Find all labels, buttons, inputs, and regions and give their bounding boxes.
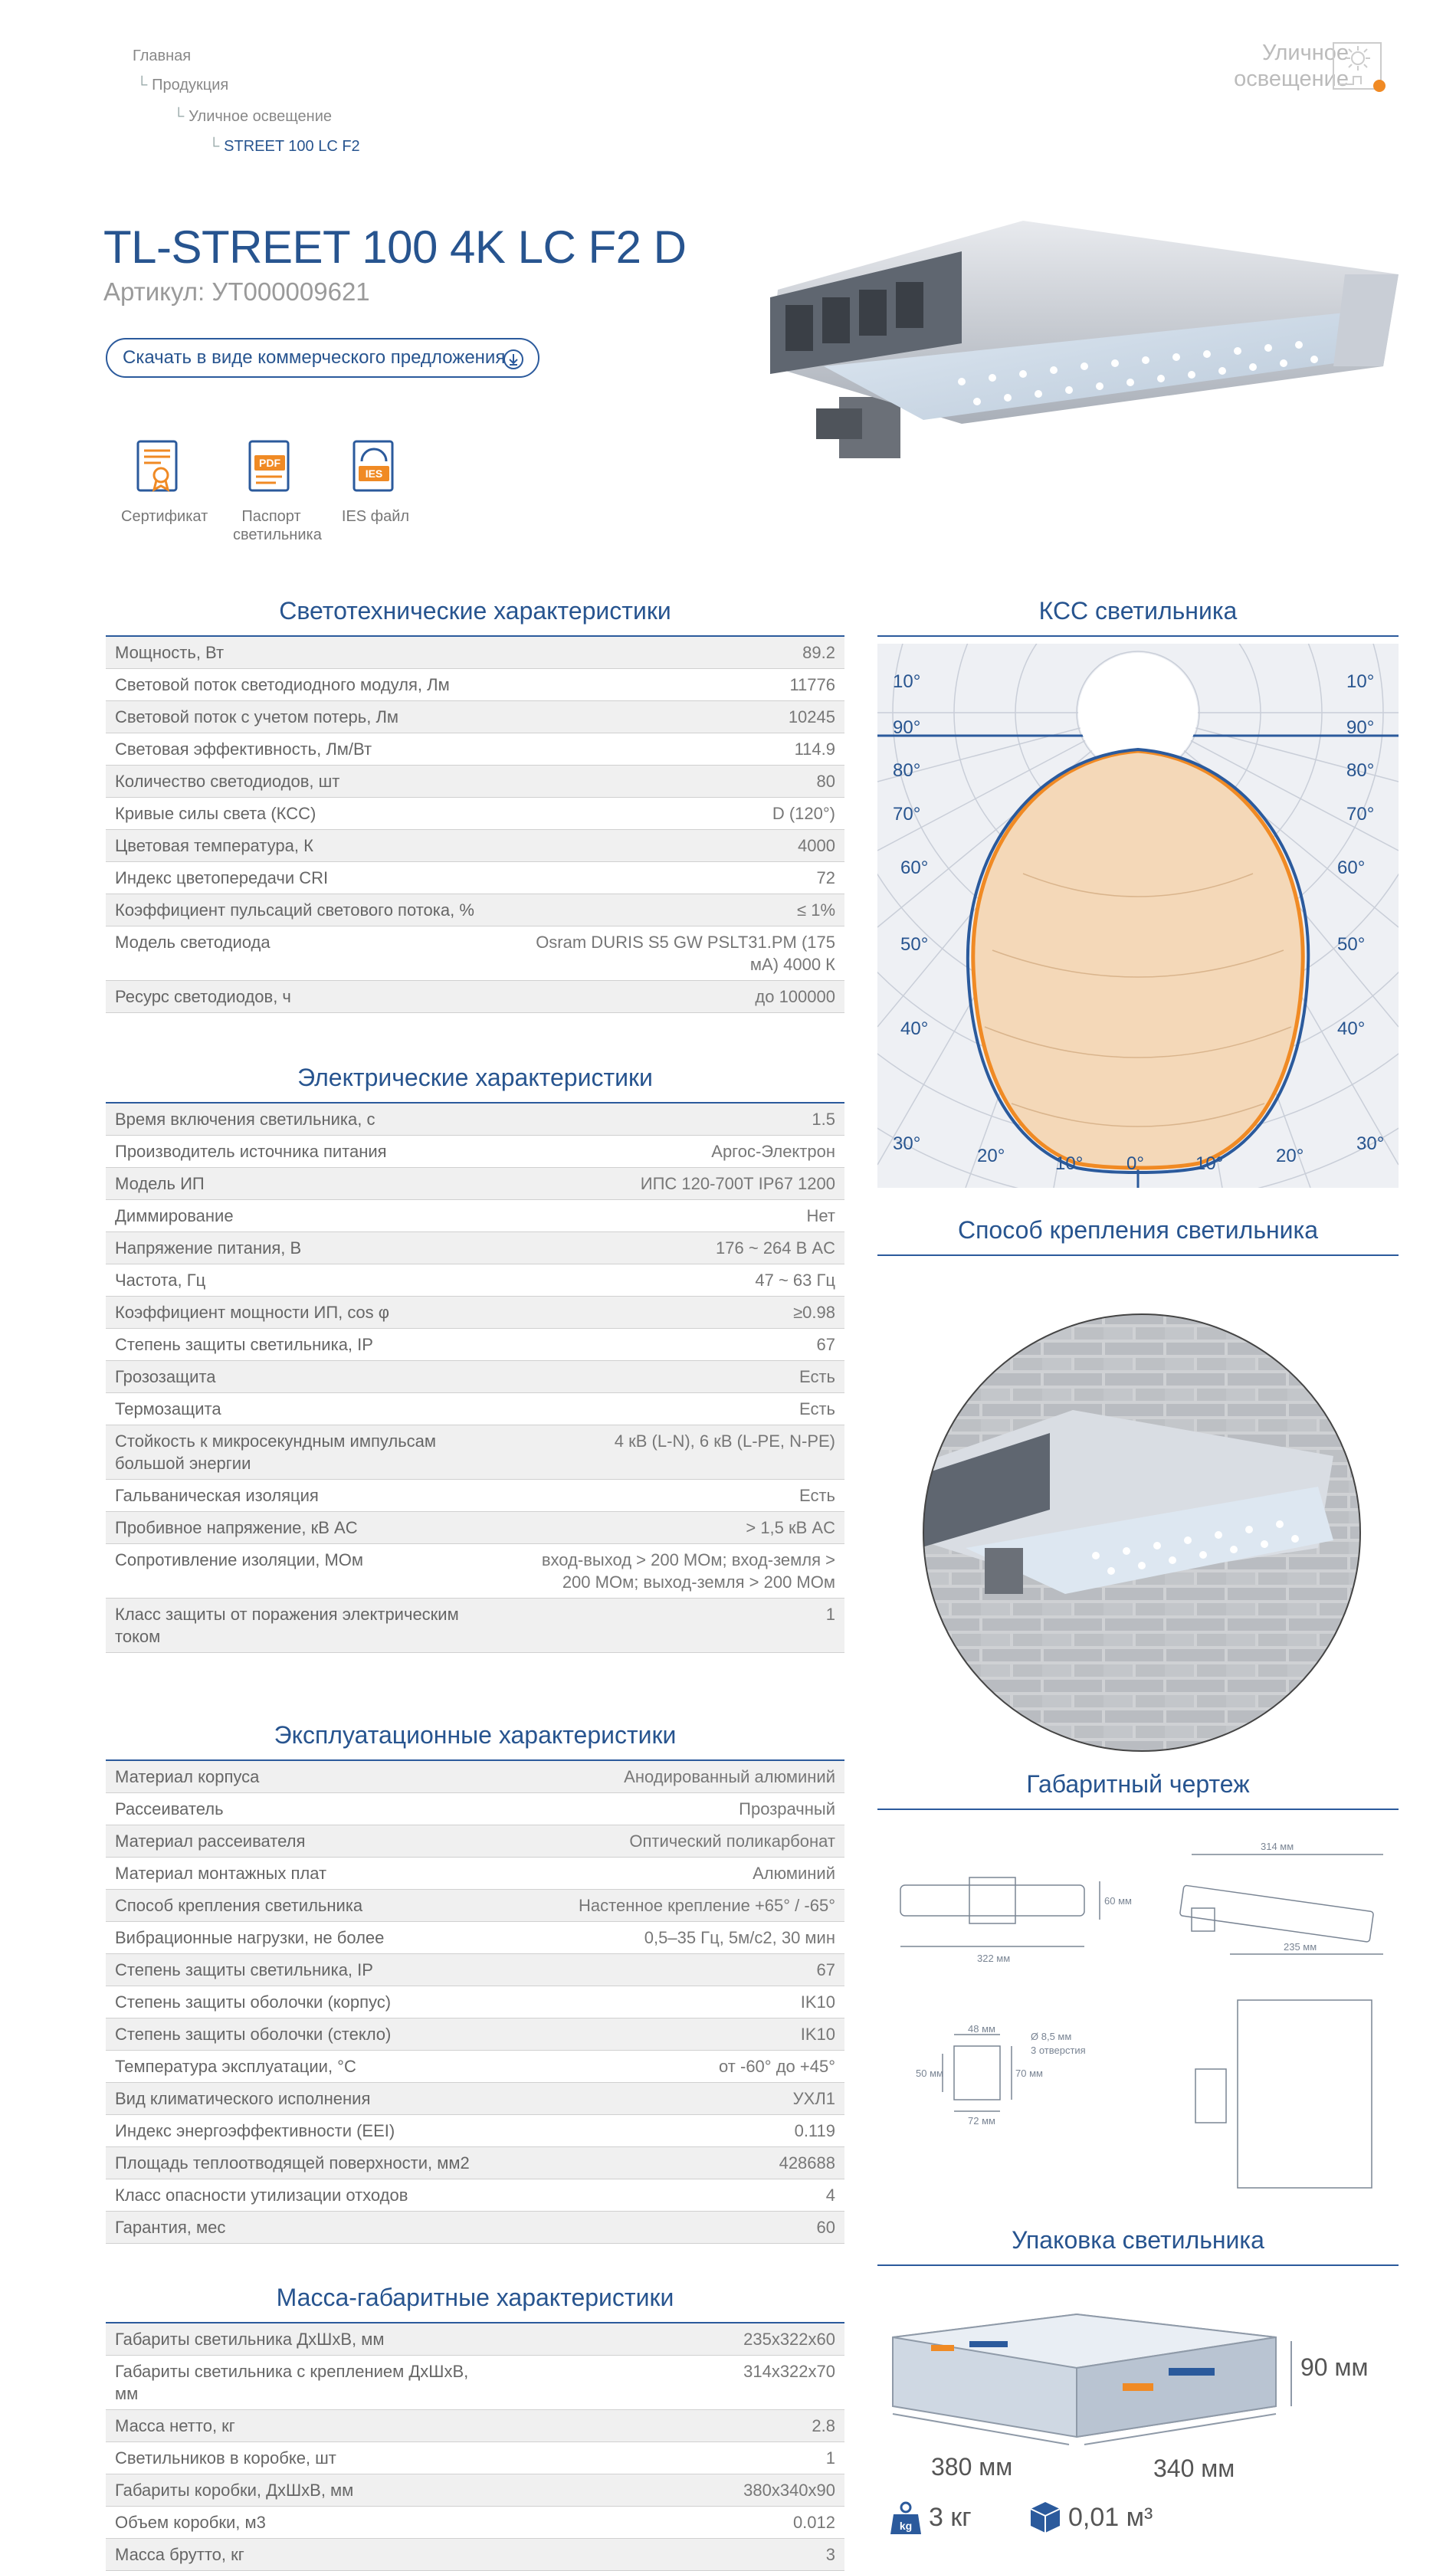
spec-value: 0.012: [505, 2507, 844, 2539]
download-icon: [503, 349, 524, 370]
section-title-mounting: Способ крепления светильника: [957, 1216, 1319, 1244]
spec-value: 67: [505, 1329, 844, 1361]
spec-value: от -60° до +45°: [505, 2051, 844, 2083]
spec-value: 0.119: [505, 2115, 844, 2147]
product-article: Артикул: УТ000009621: [103, 277, 370, 306]
spec-row: [106, 2356, 844, 2410]
spec-value: 4: [505, 2179, 844, 2212]
spec-label: Материал рассеивателя: [106, 1825, 505, 1858]
spec-label: Степень защиты светильника, IP: [106, 1329, 505, 1361]
spec-value: 67: [505, 1954, 844, 1986]
svg-text:30°: 30°: [1356, 1133, 1385, 1154]
spec-row: [106, 1136, 844, 1168]
svg-text:340 мм: 340 мм: [1153, 2455, 1235, 2482]
spec-label: Коэффициент пульсаций светового потока, %: [106, 894, 505, 926]
spec-value: 11776: [505, 669, 844, 701]
spec-row: [106, 830, 844, 862]
spec-value: 10245: [505, 701, 844, 733]
svg-text:50 мм: 50 мм: [916, 2068, 943, 2079]
spec-value: Есть: [505, 1361, 844, 1393]
spec-label: Степень защиты оболочки (стекло): [106, 2018, 505, 2051]
svg-text:48 мм: 48 мм: [968, 2023, 995, 2035]
spec-label: Световой поток с учетом потерь, Лм: [106, 701, 505, 733]
spec-value: Есть: [505, 1393, 844, 1425]
spec-row: [106, 1793, 844, 1825]
spec-row: [106, 1297, 844, 1329]
download-offer-label: Скачать в виде коммерческого предложения: [123, 347, 506, 368]
mounting-photo: [920, 1310, 1364, 1755]
spec-value: 80: [505, 766, 844, 798]
spec-label: Кривые силы света (КСС): [106, 798, 505, 830]
spec-value: Алюминий: [505, 1858, 844, 1890]
svg-text:Ø 8,5 мм: Ø 8,5 мм: [1031, 2031, 1072, 2042]
section-title-mass: Масса-габаритные характеристики: [276, 2284, 674, 2311]
divider: [877, 1254, 1399, 1256]
ksc-polar-diagram: [877, 644, 1399, 1188]
spec-label: Габариты коробки, ДхШхВ, мм: [106, 2474, 505, 2507]
spec-value: 314х322х70: [505, 2356, 844, 2410]
spec-row: [106, 2507, 844, 2539]
spec-row: [106, 1200, 844, 1232]
street-lighting-icon: [1332, 38, 1387, 93]
spec-value: до 100000: [505, 981, 844, 1013]
ies-icon: [351, 438, 400, 497]
svg-text:60 мм: 60 мм: [1104, 1895, 1132, 1907]
spec-value: 0,5–35 Гц, 5м/с2, 30 мин: [505, 1922, 844, 1954]
light-specs-table: [106, 635, 844, 1013]
operation-specs-table: [106, 1759, 844, 2244]
spec-label: Гарантия, мес: [106, 2212, 505, 2244]
dimension-drawing: [877, 1839, 1399, 2199]
spec-label: Площадь теплоотводящей поверхности, мм2: [106, 2147, 505, 2179]
spec-row: [106, 2051, 844, 2083]
spec-row: [106, 1954, 844, 1986]
section-title-operation: Эксплуатационные характеристики: [274, 1721, 677, 1749]
product-photo: [762, 221, 1399, 474]
product-title: TL-STREET 100 4K LC F2 D: [103, 221, 687, 273]
svg-text:235 мм: 235 мм: [1284, 1941, 1317, 1953]
svg-text:380 мм: 380 мм: [931, 2453, 1013, 2481]
spec-row: [106, 2115, 844, 2147]
spec-label: Коэффициент мощности ИП, cos φ: [106, 1297, 505, 1329]
spec-label: Гальваническая изоляция: [106, 1480, 505, 1512]
svg-text:20°: 20°: [977, 1146, 1005, 1166]
spec-value: 428688: [505, 2147, 844, 2179]
spec-row: [106, 701, 844, 733]
svg-text:20°: 20°: [1276, 1146, 1304, 1166]
weight-kg-icon: [889, 2500, 923, 2536]
spec-row: [106, 636, 844, 669]
spec-value: 4 кВ (L-N), 6 кВ (L-PE, N-PE): [505, 1425, 844, 1480]
svg-text:80°: 80°: [1346, 760, 1375, 781]
spec-label: Диммирование: [106, 1200, 505, 1232]
spec-row: [106, 1393, 844, 1425]
spec-label: Светильников в коробке, шт: [106, 2442, 505, 2474]
svg-text:40°: 40°: [900, 1018, 929, 1039]
spec-row: [106, 2083, 844, 2115]
spec-label: Объем коробки, м3: [106, 2507, 505, 2539]
svg-text:80°: 80°: [893, 760, 921, 781]
spec-row: [106, 766, 844, 798]
svg-text:30°: 30°: [893, 1133, 921, 1154]
section-title-package: Упаковка светильника: [1012, 2226, 1264, 2254]
spec-row: [106, 1512, 844, 1544]
spec-label: Класс опасности утилизации отходов: [106, 2179, 505, 2212]
spec-row: [106, 2212, 844, 2244]
spec-label: Количество светодиодов, шт: [106, 766, 505, 798]
package-volume: 0,01 м³: [1068, 2503, 1153, 2532]
svg-text:10°: 10°: [893, 671, 921, 692]
spec-value: Настенное крепление +65° / -65°: [505, 1890, 844, 1922]
spec-value: 47 ~ 63 Гц: [505, 1264, 844, 1297]
spec-value: 114.9: [505, 733, 844, 766]
spec-value: Анодированный алюминий: [505, 1760, 844, 1793]
svg-text:3 отверстия: 3 отверстия: [1031, 2045, 1086, 2056]
spec-label: Габариты светильника с креплением ДхШхВ, мм: [106, 2356, 505, 2410]
spec-label: Температура эксплуатации, °С: [106, 2051, 505, 2083]
spec-row: [106, 1264, 844, 1297]
spec-row: [106, 1890, 844, 1922]
breadcrumb-street-lighting[interactable]: └ Уличное освещение: [173, 108, 332, 125]
spec-value: D (120°): [505, 798, 844, 830]
spec-row: [106, 1361, 844, 1393]
spec-label: Сопротивление изоляции, МОм: [106, 1544, 505, 1599]
svg-text:72 мм: 72 мм: [968, 2115, 995, 2127]
svg-text:70 мм: 70 мм: [1015, 2068, 1043, 2079]
spec-row: [106, 1480, 844, 1512]
spec-label: Мощность, Вт: [106, 636, 505, 669]
svg-text:70°: 70°: [1346, 804, 1375, 825]
spec-row: [106, 1425, 844, 1480]
divider: [877, 1809, 1399, 1810]
svg-text:50°: 50°: [1337, 934, 1366, 955]
spec-value: 380х340х90: [505, 2474, 844, 2507]
section-title-drawing: Габаритный чертеж: [1026, 1770, 1250, 1798]
spec-label: Время включения светильника, с: [106, 1103, 505, 1136]
spec-value: ИПС 120-700Т IP67 1200: [505, 1168, 844, 1200]
spec-label: Масса брутто, кг: [106, 2539, 505, 2571]
svg-text:PDF: PDF: [259, 457, 280, 469]
spec-value: 1: [505, 1599, 844, 1653]
svg-text:90 мм: 90 мм: [1300, 2353, 1369, 2381]
spec-value: ≥0.98: [505, 1297, 844, 1329]
spec-value: 72: [505, 862, 844, 894]
spec-row: [106, 1986, 844, 2018]
package-weight: 3 кг: [929, 2503, 972, 2532]
spec-label: Цветовая температура, К: [106, 830, 505, 862]
electric-specs-table: [106, 1102, 844, 1653]
spec-value: 2.8: [505, 2410, 844, 2442]
passport-link[interactable]: PDF Паспорт светильника: [233, 438, 310, 544]
spec-row: [106, 1858, 844, 1890]
spec-value: 176 ~ 264 В AC: [505, 1232, 844, 1264]
spec-row: [106, 862, 844, 894]
spec-row: [106, 1825, 844, 1858]
spec-row: [106, 2179, 844, 2212]
spec-row: [106, 1168, 844, 1200]
spec-value: Аргос-Электрон: [505, 1136, 844, 1168]
pdf-icon: [247, 438, 296, 497]
spec-value: Osram DURIS S5 GW PSLT31.PM (175 мА) 4000 К: [505, 926, 844, 981]
spec-label: Производитель источника питания: [106, 1136, 505, 1168]
spec-label: Частота, Гц: [106, 1264, 505, 1297]
breadcrumb-home[interactable]: Главная: [133, 48, 192, 64]
spec-row: [106, 1599, 844, 1653]
spec-label: Вибрационные нагрузки, не более: [106, 1922, 505, 1954]
mass-specs-table: [106, 2322, 844, 2571]
spec-row: [106, 669, 844, 701]
svg-text:50°: 50°: [900, 934, 929, 955]
spec-row: [106, 926, 844, 981]
spec-value: Есть: [505, 1480, 844, 1512]
spec-label: Степень защиты оболочки (корпус): [106, 1986, 505, 2018]
spec-value: УХЛ1: [505, 2083, 844, 2115]
breadcrumb-current: └ STREET 100 LC F2: [208, 138, 360, 155]
spec-label: Ресурс светодиодов, ч: [106, 981, 505, 1013]
spec-value: Нет: [505, 1200, 844, 1232]
spec-row: [106, 1922, 844, 1954]
spec-row: [106, 733, 844, 766]
certificate-link[interactable]: Сертификат: [121, 438, 198, 526]
category-label[interactable]: Уличное освещение: [1234, 41, 1349, 91]
spec-value: ≤ 1%: [505, 894, 844, 926]
spec-row: [106, 2018, 844, 2051]
spec-row: [106, 1544, 844, 1599]
svg-text:10°: 10°: [1055, 1153, 1084, 1174]
svg-text:314 мм: 314 мм: [1261, 1841, 1294, 1852]
divider: [877, 2264, 1399, 2266]
download-offer-button[interactable]: [106, 338, 539, 378]
spec-label: Грозозащита: [106, 1361, 505, 1393]
svg-text:90°: 90°: [893, 717, 921, 738]
spec-row: [106, 1329, 844, 1361]
spec-label: Модель светодиода: [106, 926, 505, 981]
divider: [877, 635, 1399, 637]
svg-text:40°: 40°: [1337, 1018, 1366, 1039]
spec-value: 89.2: [505, 636, 844, 669]
spec-label: Вид климатического исполнения: [106, 2083, 505, 2115]
svg-text:10°: 10°: [1195, 1153, 1224, 1174]
spec-row: [106, 2323, 844, 2356]
spec-value: IK10: [505, 2018, 844, 2051]
spec-row: [106, 2442, 844, 2474]
certificate-icon: [135, 438, 184, 497]
svg-text:90°: 90°: [1346, 717, 1375, 738]
spec-row: [106, 2539, 844, 2571]
spec-row: [106, 798, 844, 830]
spec-label: Степень защиты светильника, IP: [106, 1954, 505, 1986]
svg-text:kg: kg: [899, 2520, 913, 2532]
spec-label: Материал монтажных плат: [106, 1858, 505, 1890]
section-title-ksc: КСС светильника: [1038, 597, 1238, 625]
spec-label: Стойкость к микросекундным импульсам большой энергии: [106, 1425, 505, 1480]
spec-label: Пробивное напряжение, кВ AC: [106, 1512, 505, 1544]
svg-text:60°: 60°: [1337, 858, 1366, 878]
spec-label: Термозащита: [106, 1393, 505, 1425]
spec-row: [106, 894, 844, 926]
spec-label: Световой поток светодиодного модуля, Лм: [106, 669, 505, 701]
spec-label: Световая эффективность, Лм/Вт: [106, 733, 505, 766]
section-title-electric: Электрические характеристики: [297, 1064, 653, 1091]
spec-row: [106, 2410, 844, 2442]
spec-label: Масса нетто, кг: [106, 2410, 505, 2442]
spec-label: Класс защиты от поражения электрическим током: [106, 1599, 505, 1653]
breadcrumb-products[interactable]: └ Продукция: [136, 77, 229, 93]
spec-row: [106, 981, 844, 1013]
svg-text:0°: 0°: [1126, 1153, 1144, 1174]
svg-text:10°: 10°: [1346, 671, 1375, 692]
spec-value: Оптический поликарбонат: [505, 1825, 844, 1858]
spec-row: [106, 2147, 844, 2179]
spec-row: [106, 2474, 844, 2507]
spec-label: Способ крепления светильника: [106, 1890, 505, 1922]
spec-value: 60: [505, 2212, 844, 2244]
cube-icon: [1029, 2500, 1061, 2534]
spec-row: [106, 1760, 844, 1793]
spec-value: IK10: [505, 1986, 844, 2018]
section-title-light: Светотехнические характеристики: [279, 597, 671, 625]
spec-value: > 1,5 кВ AC: [505, 1512, 844, 1544]
package-illustration: [877, 2291, 1399, 2491]
spec-label: Напряжение питания, В: [106, 1232, 505, 1264]
spec-label: Индекс цветопередачи CRI: [106, 862, 505, 894]
svg-text:60°: 60°: [900, 858, 929, 878]
spec-value: 3: [505, 2539, 844, 2571]
spec-label: Габариты светильника ДхШхВ, мм: [106, 2323, 505, 2356]
svg-text:322 мм: 322 мм: [977, 1953, 1011, 1964]
ies-file-link[interactable]: IES IES файл: [337, 438, 414, 526]
spec-row: [106, 1232, 844, 1264]
spec-value: 4000: [505, 830, 844, 862]
spec-value: вход-выход > 200 МОм; вход-земля > 200 МОм; выход-земля > 200 МОм: [505, 1544, 844, 1599]
spec-value: Прозрачный: [505, 1793, 844, 1825]
spec-label: Модель ИП: [106, 1168, 505, 1200]
spec-row: [106, 1103, 844, 1136]
svg-text:IES: IES: [365, 467, 383, 480]
spec-value: 1.5: [505, 1103, 844, 1136]
spec-value: 1: [505, 2442, 844, 2474]
spec-label: Рассеиватель: [106, 1793, 505, 1825]
svg-text:70°: 70°: [893, 804, 921, 825]
spec-label: Материал корпуса: [106, 1760, 505, 1793]
spec-label: Индекс энергоэффективности (EEI): [106, 2115, 505, 2147]
spec-value: 235х322х60: [505, 2323, 844, 2356]
